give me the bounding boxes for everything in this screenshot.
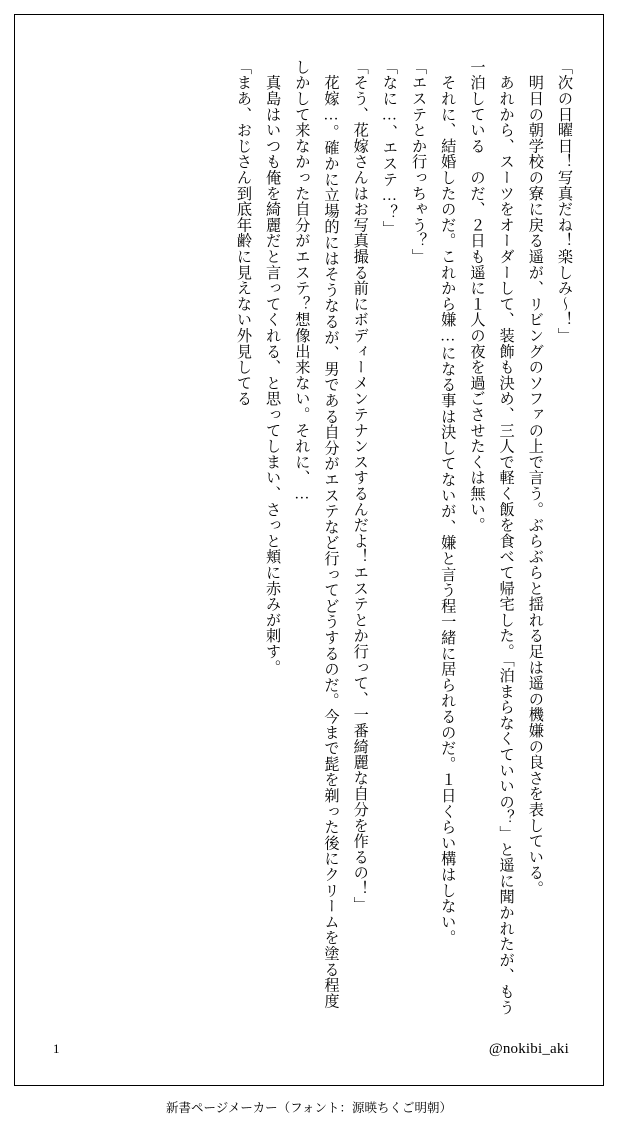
paragraph: 「そう、花嫁さんはお写真撮る前にボディーメンテナンスするんだよ！エステとか行って、一番綺麗な自分を作るの！」 (351, 59, 369, 913)
paragraph: 「まあ、おじさん到底年齢に見えない外見してる (234, 59, 252, 407)
paragraph: 明日の朝学校の寮に戻る遥が、リビングのソファの上で言う。ぶらぶらと揺れる足は遥の機嫌の良さを表している。 (526, 59, 544, 897)
paragraph: 「次の日曜日！写真だね！楽しみ〜！」 (556, 59, 573, 344)
paragraph: それに、結婚したのだ。これから嫌…になる事は決してないが、嫌と言う程一緒に居られるのだ。１日くらい構はしない。 (439, 59, 457, 946)
generator-caption: 新書ページメーカー（フォント：源暎ちくご明朝） (165, 1101, 452, 1115)
paragraph: 「なに…、エステ…？」 (380, 59, 398, 237)
paragraph: あれから、スーツをオーダーして、装飾も決め、三人で軽く飯を食べて帰宅した。「泊まらなくていいの？」と遥に聞かれたが、もう一泊している のだ、２日も遥に１人の夜を過ごさせたくは無い。 (468, 59, 515, 1016)
paragraph: 真島はいつも俺を綺麗だと言ってくれる、と思ってしまい、さっと頬に赤みが刺す。 (264, 59, 282, 676)
vertical-text-body (41, 59, 579, 1019)
paragraph: 花嫁…。確かに立場的にはそうなるが、男である自分がエステなど行ってどうするのだ。今まで髭を剃った後にクリームを塗る程度しかして来なかった自分がエステ？想像出来ない。それに、… (293, 59, 340, 1009)
novel-page (14, 14, 604, 1086)
paragraph: 「エステとか行っちゃう？」 (410, 59, 428, 265)
page-number: 1 (53, 1041, 60, 1056)
author-handle: @nokibi_aki (488, 1041, 569, 1057)
